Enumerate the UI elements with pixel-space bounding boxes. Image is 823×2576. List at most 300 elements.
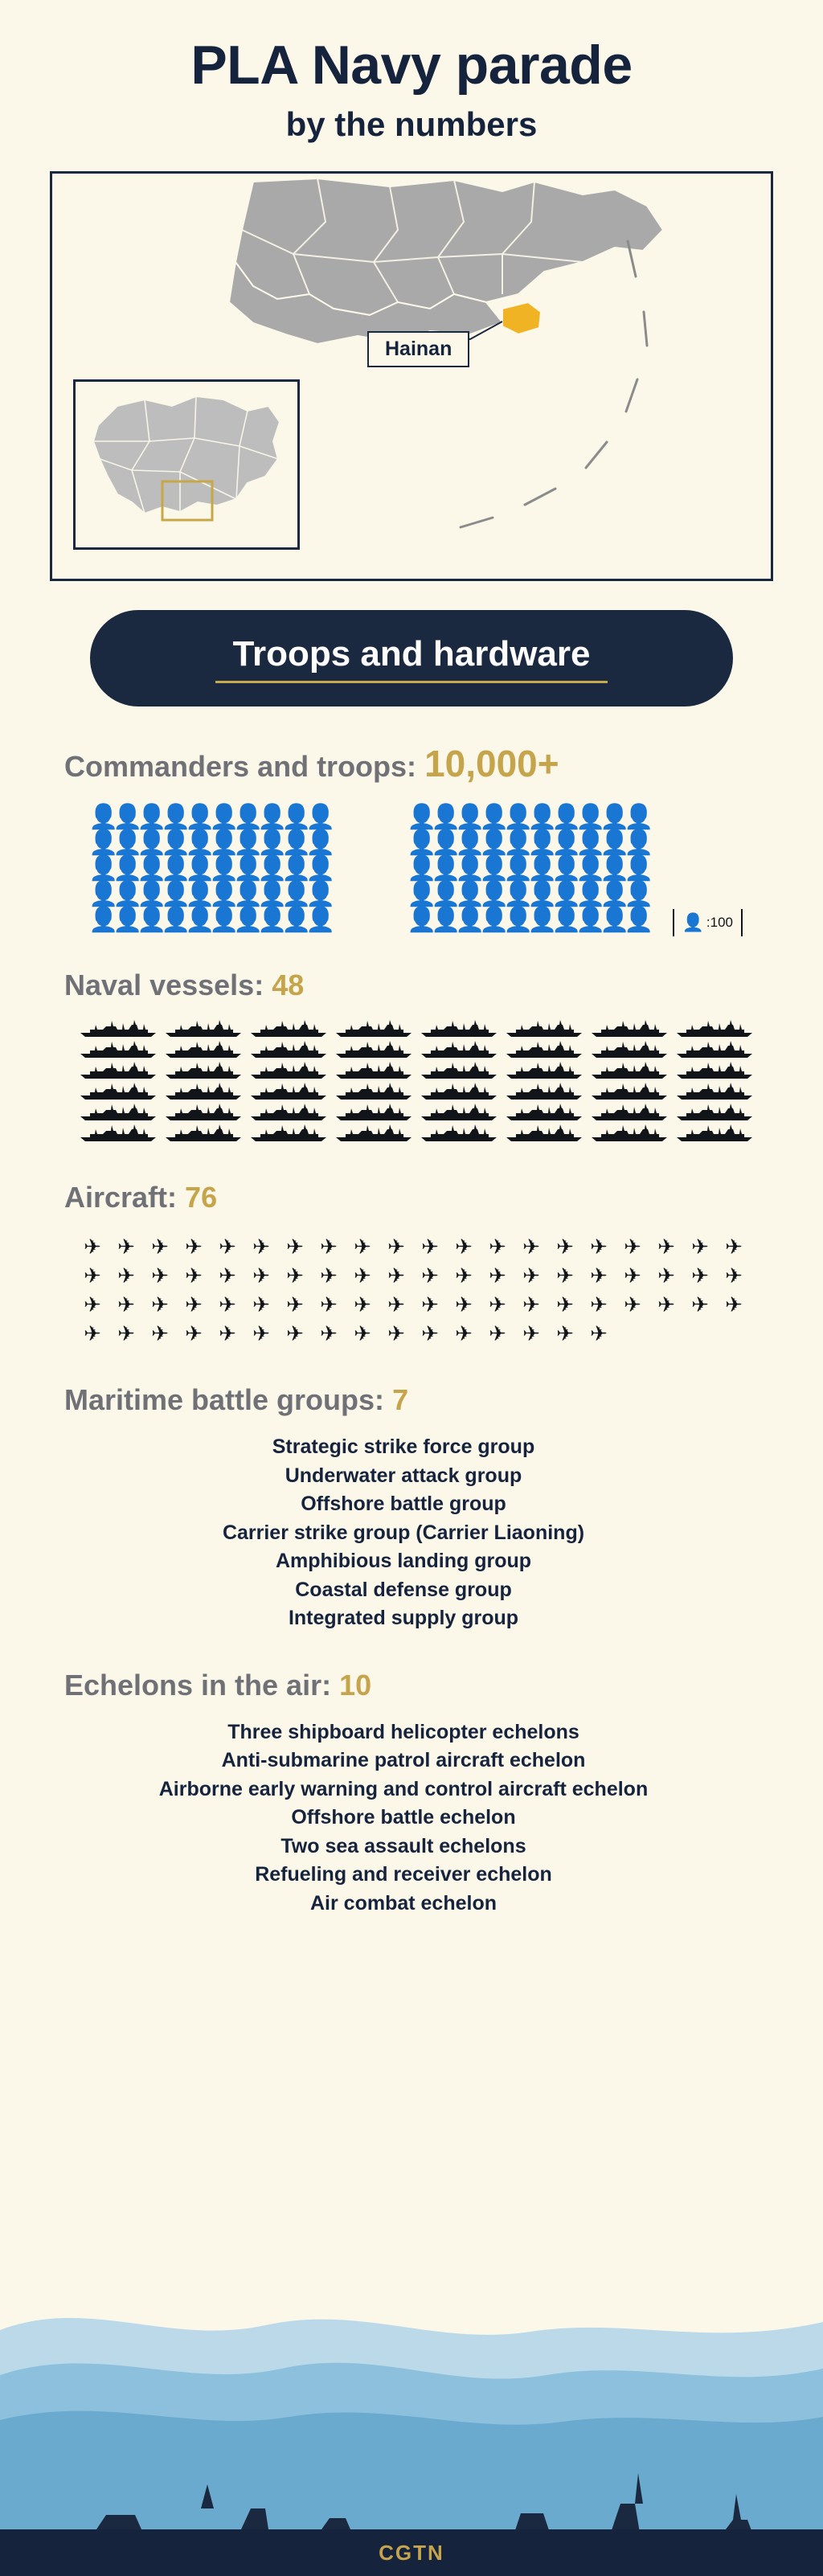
soldier-icon: 👤 (503, 881, 534, 908)
soldier-icon: 👤 (503, 829, 534, 857)
warship-icon (590, 1062, 670, 1079)
battle-group-item: Carrier strike group (Carrier Liaoning) (222, 1521, 585, 1544)
soldier-icon: 👤 (137, 855, 167, 883)
warship-icon (249, 1020, 330, 1038)
soldier-icon: 👤 (575, 881, 606, 908)
warship-icon (590, 1020, 670, 1038)
troops-legend-text: :100 (706, 915, 733, 931)
warship-icon (420, 1124, 500, 1142)
warship-icon (675, 1020, 760, 1041)
soldier-icon: 👤 (161, 881, 191, 908)
warship-icon (675, 1083, 755, 1100)
warship-icon (505, 1083, 585, 1100)
airplane-icon: ✈ (286, 1263, 304, 1288)
soldier-icon: 👤 (479, 804, 510, 831)
soldier-icon: 👤 (113, 804, 143, 831)
warship-icon (249, 1041, 334, 1062)
soldier-icon: 👤 (600, 804, 630, 831)
stat-battle-groups (0, 1383, 823, 1633)
soldier-icon: 👤 (624, 829, 654, 857)
soldier-icon: 👤 (88, 855, 119, 883)
soldier-icon: 👤 (137, 907, 167, 934)
soldier-icon: 👤 (137, 881, 167, 908)
airplane-icon: ✈ (286, 1321, 304, 1346)
airplane-icon: ✈ (252, 1321, 270, 1346)
warship-icon (675, 1124, 760, 1145)
warship-icon (334, 1124, 415, 1142)
warship-icon (420, 1124, 505, 1145)
soldier-icon: 👤 (600, 829, 630, 857)
airplane-icon: ✈ (522, 1292, 540, 1317)
china-outline (76, 382, 297, 547)
soldier-icon: 👤 (305, 855, 336, 883)
airplane-icon: ✈ (354, 1263, 371, 1288)
soldier-icon: 👤 (503, 907, 534, 934)
soldier-icon: 👤 (281, 907, 312, 934)
airplane-icon: ✈ (725, 1235, 743, 1259)
warship-icon (505, 1104, 585, 1121)
warship-icon (675, 1104, 755, 1121)
soldier-icon: 👤 (137, 804, 167, 831)
warship-icon (420, 1083, 500, 1100)
soldier-icon: 👤 (209, 855, 240, 883)
soldier-icon: 👤 (479, 881, 510, 908)
soldier-icon: 👤 (305, 804, 336, 831)
airplane-icon: ✈ (84, 1292, 101, 1317)
airplane-icon: ✈ (489, 1321, 506, 1346)
footer-bar (0, 2529, 823, 2576)
airplane-icon: ✈ (522, 1321, 540, 1346)
warship-icon (164, 1124, 244, 1142)
warship-icon (334, 1020, 420, 1041)
soldier-icon: 👤 (624, 907, 654, 934)
airplane-icon: ✈ (657, 1235, 675, 1259)
warship-icon (79, 1124, 164, 1145)
soldier-icon: 👤 (161, 829, 191, 857)
warship-icon (249, 1062, 330, 1079)
warship-icon (164, 1020, 249, 1041)
soldier-icon: 👤 (257, 881, 288, 908)
airplane-icon: ✈ (219, 1263, 236, 1288)
soldier-icon: 👤 (479, 855, 510, 883)
soldier-icon: 👤 (455, 829, 485, 857)
soldier-icon: 👤 (305, 881, 336, 908)
soldier-icon: 👤 (551, 881, 582, 908)
soldier-icon: 👤 (431, 855, 461, 883)
airplane-icon: ✈ (286, 1292, 304, 1317)
soldier-icon: 👤 (257, 907, 288, 934)
echelon-item: Refueling and receiver echelon (255, 1863, 552, 1886)
soldier-icon: 👤 (503, 804, 534, 831)
airplane-icon: ✈ (624, 1292, 641, 1317)
soldier-icon: 👤 (575, 804, 606, 831)
warship-icon (164, 1104, 249, 1124)
airplane-icon: ✈ (421, 1263, 439, 1288)
warship-icon (79, 1104, 164, 1124)
echelon-item: Anti-submarine patrol aircraft echelon (221, 1749, 586, 1772)
inset-map (73, 379, 300, 550)
soldier-icon: 👤 (682, 912, 704, 933)
warship-icon (164, 1083, 244, 1100)
soldier-icon: 👤 (455, 804, 485, 831)
warship-icon (505, 1062, 590, 1083)
soldier-icon: 👤 (233, 855, 264, 883)
airplane-icon: ✈ (286, 1235, 304, 1259)
soldier-icon: 👤 (88, 907, 119, 934)
warship-icon (420, 1041, 500, 1059)
soldier-icon: 👤 (455, 855, 485, 883)
stat-troops-value: 10,000+ (424, 743, 559, 785)
soldier-icon: 👤 (527, 804, 558, 831)
airplane-icon: ✈ (556, 1235, 574, 1259)
warship-icon (334, 1083, 420, 1104)
soldier-icon: 👤 (161, 804, 191, 831)
section-banner (0, 610, 823, 706)
warship-icon (334, 1124, 420, 1145)
airplane-icon: ✈ (556, 1263, 574, 1288)
airplane-icon: ✈ (691, 1263, 709, 1288)
airplane-icon: ✈ (84, 1321, 101, 1346)
warship-icon (420, 1020, 500, 1038)
stat-vessels-value: 48 (272, 969, 305, 1002)
soldier-icon: 👤 (233, 907, 264, 934)
soldier-icon: 👤 (233, 804, 264, 831)
warship-icon (79, 1062, 159, 1079)
airplane-icon: ✈ (489, 1263, 506, 1288)
warship-icon (164, 1062, 249, 1083)
airplane-icon: ✈ (320, 1263, 338, 1288)
soldier-icon: 👤 (527, 829, 558, 857)
soldier-icon: 👤 (88, 829, 119, 857)
stat-vessels-label: Naval vessels: (64, 969, 264, 1002)
warship-icon (249, 1020, 334, 1041)
stat-aircraft-value: 76 (185, 1181, 218, 1214)
stat-aircraft (0, 1181, 823, 1348)
warship-icon (505, 1041, 585, 1059)
battle-group-item: Underwater attack group (285, 1464, 522, 1487)
warship-icon (249, 1083, 330, 1100)
soldier-icon: 👤 (161, 907, 191, 934)
warship-icon (420, 1062, 500, 1079)
battle-group-item: Strategic strike force group (272, 1435, 535, 1459)
soldier-icon: 👤 (233, 881, 264, 908)
echelon-item: Airborne early warning and control aircraft echelon (158, 1777, 649, 1800)
warship-icon (590, 1083, 675, 1104)
soldier-icon: 👤 (407, 907, 437, 934)
airplane-icon: ✈ (219, 1235, 236, 1259)
airplane-icon: ✈ (624, 1263, 641, 1288)
warship-icon (505, 1124, 590, 1145)
warship-icon (79, 1041, 164, 1062)
warship-icon (334, 1041, 415, 1059)
soldier-icon: 👤 (88, 881, 119, 908)
soldier-icon: 👤 (503, 855, 534, 883)
airplane-icon: ✈ (657, 1292, 675, 1317)
bottom-illustration (0, 2263, 823, 2576)
soldier-icon: 👤 (209, 829, 240, 857)
airplane-icon: ✈ (657, 1263, 675, 1288)
warship-icon (164, 1041, 249, 1062)
soldier-icon: 👤 (185, 804, 215, 831)
warship-icon (590, 1104, 670, 1121)
airplane-icon: ✈ (421, 1321, 439, 1346)
warship-icon (249, 1104, 330, 1121)
warship-icon (590, 1083, 670, 1100)
airplane-icon: ✈ (387, 1292, 405, 1317)
soldier-icon: 👤 (575, 829, 606, 857)
warship-icon (505, 1083, 590, 1104)
airplane-icon: ✈ (691, 1235, 709, 1259)
warship-icon (675, 1104, 760, 1124)
warship-icon (79, 1062, 164, 1083)
echelon-item: Offshore battle echelon (291, 1806, 516, 1829)
title-main: PLA Navy parade (190, 35, 633, 96)
airplane-icon: ✈ (455, 1321, 473, 1346)
warship-icon (505, 1020, 590, 1041)
warship-icon (675, 1062, 755, 1079)
soldier-icon: 👤 (209, 804, 240, 831)
warship-icon (334, 1083, 415, 1100)
warship-icon (590, 1124, 675, 1145)
battle-group-item: Offshore battle group (301, 1493, 506, 1516)
soldier-icon: 👤 (624, 855, 654, 883)
soldier-icon: 👤 (305, 907, 336, 934)
warship-icon (505, 1062, 585, 1079)
warship-icon (420, 1020, 505, 1041)
battle-group-item: Integrated supply group (288, 1607, 519, 1630)
soldier-icon: 👤 (137, 829, 167, 857)
airplane-icon: ✈ (117, 1235, 135, 1259)
troop-grid-left (88, 804, 336, 934)
airplane-icon: ✈ (320, 1292, 338, 1317)
warship-icon (334, 1062, 420, 1083)
airplane-icon: ✈ (151, 1235, 169, 1259)
title-sub: by the numbers (285, 105, 538, 144)
warship-icon (334, 1062, 415, 1079)
soldier-icon: 👤 (407, 855, 437, 883)
soldier-icon: 👤 (527, 881, 558, 908)
soldier-icon: 👤 (600, 907, 630, 934)
airplane-icon: ✈ (455, 1263, 473, 1288)
soldier-icon: 👤 (185, 881, 215, 908)
soldier-icon: 👤 (431, 804, 461, 831)
warship-icon (675, 1020, 755, 1038)
soldier-icon: 👤 (624, 804, 654, 831)
soldier-icon: 👤 (575, 907, 606, 934)
warship-icon (249, 1104, 334, 1124)
airplane-icon: ✈ (354, 1235, 371, 1259)
airplane-icon: ✈ (354, 1292, 371, 1317)
airplane-icon: ✈ (590, 1263, 608, 1288)
warship-icon (249, 1083, 334, 1104)
airplane-icon: ✈ (522, 1235, 540, 1259)
airplane-icon: ✈ (185, 1321, 203, 1346)
warship-icon (420, 1104, 500, 1121)
warship-icon (505, 1020, 585, 1038)
warship-icon (164, 1062, 244, 1079)
airplane-icon: ✈ (252, 1292, 270, 1317)
page-title (0, 0, 823, 144)
soldier-icon: 👤 (161, 855, 191, 883)
soldier-icon: 👤 (88, 804, 119, 831)
airplane-icon: ✈ (117, 1321, 135, 1346)
airplane-icon: ✈ (320, 1321, 338, 1346)
warship-icon (334, 1041, 420, 1062)
warship-icon (249, 1124, 334, 1145)
warship-icon (164, 1083, 249, 1104)
airplane-icon: ✈ (590, 1235, 608, 1259)
echelon-list (64, 1718, 775, 1919)
soldier-icon: 👤 (551, 804, 582, 831)
soldier-icon: 👤 (600, 881, 630, 908)
soldier-icon: 👤 (551, 829, 582, 857)
soldier-icon: 👤 (431, 829, 461, 857)
airplane-icon: ✈ (117, 1292, 135, 1317)
cgtn-logo: CGTN (379, 2540, 444, 2565)
warship-icon (590, 1041, 675, 1062)
airplane-icon: ✈ (725, 1292, 743, 1317)
warship-icon (505, 1104, 590, 1124)
soldier-icon: 👤 (431, 907, 461, 934)
soldier-icon: 👤 (281, 881, 312, 908)
airplane-icon: ✈ (522, 1263, 540, 1288)
troops-legend (673, 909, 743, 936)
warship-icon (675, 1041, 755, 1059)
warship-icon (79, 1020, 164, 1041)
soldier-icon: 👤 (407, 804, 437, 831)
soldier-icon: 👤 (431, 881, 461, 908)
airplane-icon: ✈ (117, 1263, 135, 1288)
soldier-icon: 👤 (455, 881, 485, 908)
warship-icon (675, 1041, 760, 1062)
soldier-icon: 👤 (257, 804, 288, 831)
map-panel (50, 171, 773, 581)
airplane-icon: ✈ (556, 1321, 574, 1346)
warship-icon (590, 1041, 670, 1059)
warship-icon (590, 1104, 675, 1124)
soldier-icon: 👤 (281, 829, 312, 857)
troop-grid-right (407, 804, 654, 934)
warship-icon (79, 1041, 159, 1059)
airplane-icon: ✈ (320, 1235, 338, 1259)
stat-troops (0, 742, 823, 933)
warship-icon (334, 1020, 415, 1038)
warship-icon (79, 1104, 159, 1121)
banner-label: Troops and hardware (215, 634, 608, 683)
soldier-icon: 👤 (113, 881, 143, 908)
warship-icon (249, 1124, 330, 1142)
airplane-icon: ✈ (489, 1292, 506, 1317)
echelon-item: Three shipboard helicopter echelons (227, 1720, 579, 1743)
airplane-icon: ✈ (354, 1321, 371, 1346)
warship-icon (249, 1041, 330, 1059)
stat-battle-groups-label: Maritime battle groups: (64, 1383, 385, 1417)
soldier-icon: 👤 (600, 855, 630, 883)
warship-icon (164, 1041, 244, 1059)
stat-battle-groups-value: 7 (392, 1383, 409, 1417)
airplane-icon: ✈ (725, 1263, 743, 1288)
soldier-icon: 👤 (551, 855, 582, 883)
soldier-icon: 👤 (305, 829, 336, 857)
stat-vessels (0, 969, 823, 1145)
soldier-icon: 👤 (185, 907, 215, 934)
warship-icon (675, 1062, 760, 1083)
airplane-icon: ✈ (590, 1321, 608, 1346)
battle-group-item: Amphibious landing group (275, 1550, 532, 1573)
airplane-icon: ✈ (151, 1292, 169, 1317)
airplane-icon: ✈ (556, 1292, 574, 1317)
warship-icon (505, 1124, 585, 1142)
airplane-icon: ✈ (691, 1292, 709, 1317)
airplane-icon: ✈ (421, 1292, 439, 1317)
soldier-icon: 👤 (233, 829, 264, 857)
soldier-icon: 👤 (407, 881, 437, 908)
airplane-icon: ✈ (590, 1292, 608, 1317)
battle-group-list (64, 1433, 775, 1633)
soldier-icon: 👤 (479, 829, 510, 857)
soldier-icon: 👤 (527, 907, 558, 934)
soldier-icon: 👤 (551, 907, 582, 934)
hainan-label: Hainan (367, 331, 469, 367)
stat-troops-label: Commanders and troops: (64, 750, 417, 784)
airplane-icon: ✈ (219, 1292, 236, 1317)
airplane-icon: ✈ (489, 1235, 506, 1259)
airplane-icon: ✈ (185, 1263, 203, 1288)
soldier-icon: 👤 (257, 829, 288, 857)
soldier-icon: 👤 (281, 804, 312, 831)
vessels-pictogram (64, 1020, 775, 1145)
airplane-icon: ✈ (455, 1235, 473, 1259)
warship-icon (334, 1104, 420, 1124)
soldier-icon: 👤 (209, 881, 240, 908)
airplane-icon: ✈ (84, 1235, 101, 1259)
warship-icon (334, 1104, 415, 1121)
warship-icon (79, 1124, 159, 1142)
hainan-highlight (502, 302, 541, 334)
airplane-icon: ✈ (185, 1292, 203, 1317)
airplane-icon: ✈ (455, 1292, 473, 1317)
warship-icon (590, 1062, 675, 1083)
airplane-icon: ✈ (387, 1263, 405, 1288)
soldier-icon: 👤 (281, 855, 312, 883)
warship-icon (590, 1124, 670, 1142)
soldier-icon: 👤 (479, 907, 510, 934)
troops-pictogram (64, 805, 775, 933)
warship-icon (164, 1104, 244, 1121)
soldier-icon: 👤 (455, 907, 485, 934)
echelon-item: Air combat echelon (310, 1891, 497, 1915)
stat-echelons-label: Echelons in the air: (64, 1668, 332, 1702)
soldier-icon: 👤 (185, 829, 215, 857)
airplane-icon: ✈ (151, 1263, 169, 1288)
warship-icon (675, 1083, 760, 1104)
airplane-icon: ✈ (624, 1235, 641, 1259)
warship-icon (420, 1041, 505, 1062)
warship-icon (164, 1020, 244, 1038)
soldier-icon: 👤 (624, 881, 654, 908)
warship-icon (420, 1104, 505, 1124)
soldier-icon: 👤 (113, 907, 143, 934)
soldier-icon: 👤 (527, 855, 558, 883)
echelon-item: Two sea assault echelons (280, 1834, 526, 1857)
warship-icon (590, 1020, 675, 1041)
airplane-icon: ✈ (84, 1263, 101, 1288)
airplane-icon: ✈ (185, 1235, 203, 1259)
battle-group-item: Coastal defense group (295, 1578, 512, 1601)
soldier-icon: 👤 (575, 855, 606, 883)
stat-aircraft-label: Aircraft: (64, 1181, 178, 1214)
airplane-icon: ✈ (252, 1235, 270, 1259)
